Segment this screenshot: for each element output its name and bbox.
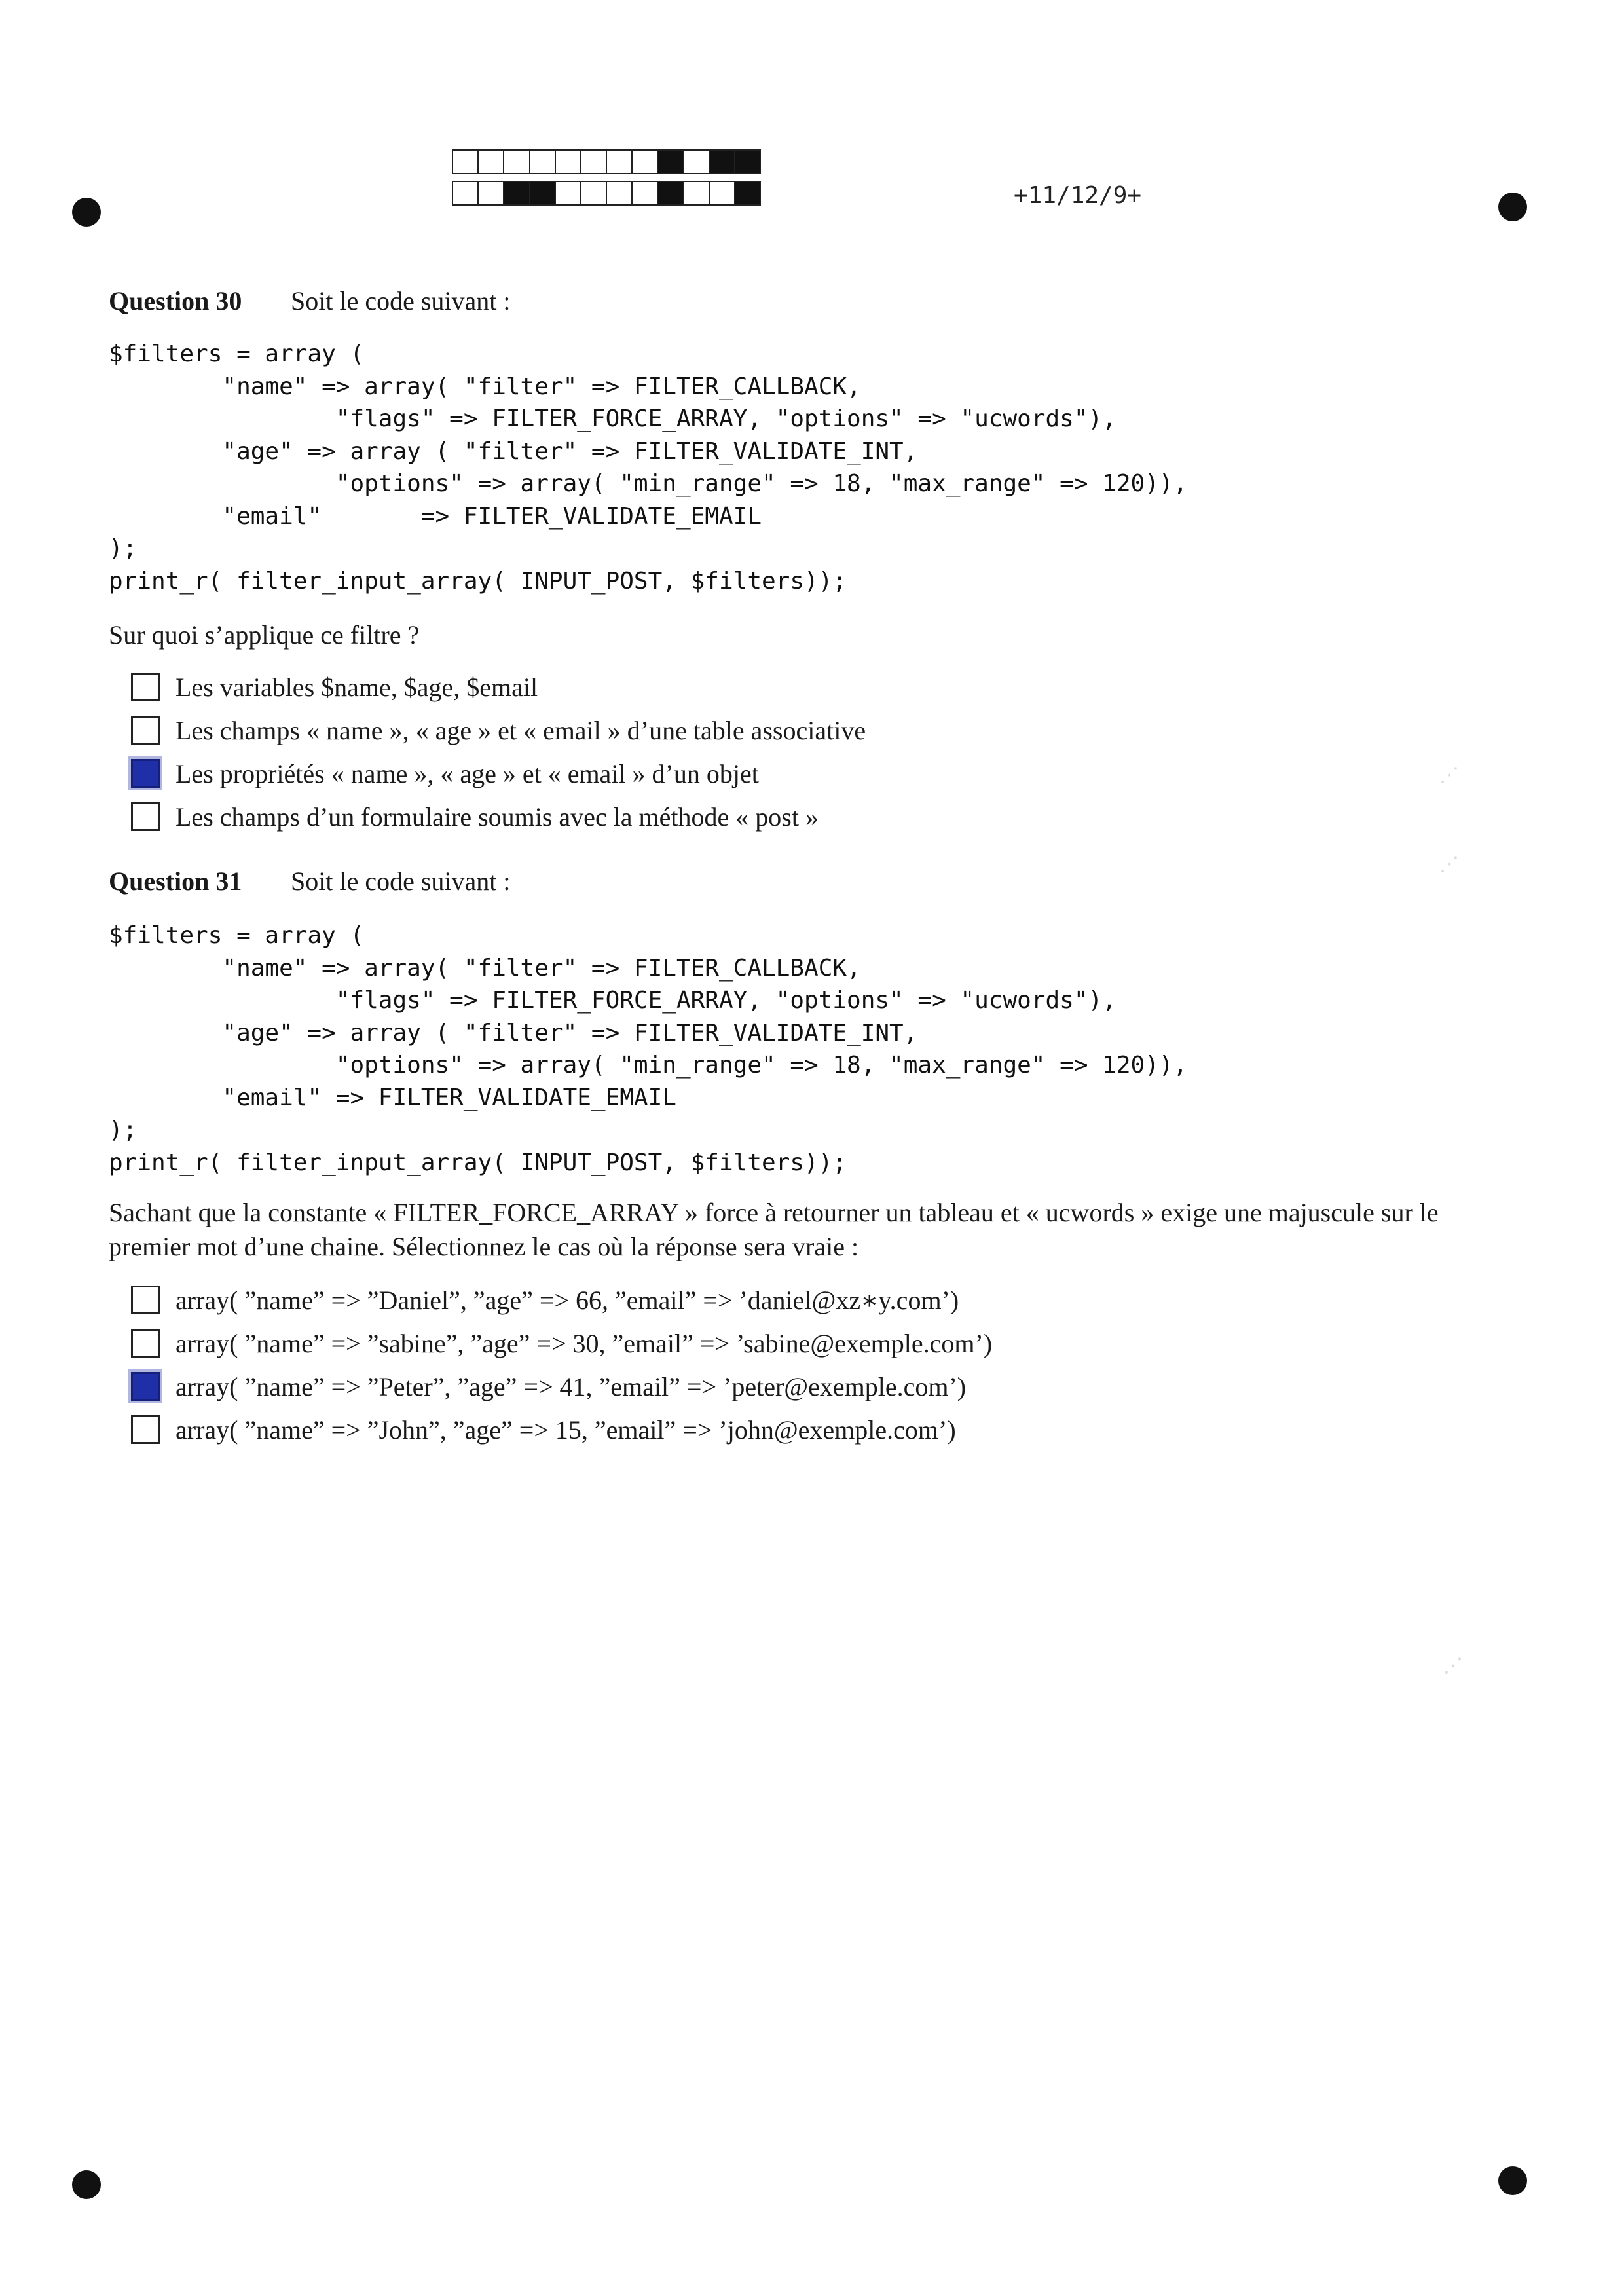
question-31-options [131, 1278, 992, 1451]
barcode-cell [556, 182, 581, 204]
question-number: Question 31 [109, 866, 242, 896]
question-30-options [131, 665, 866, 838]
option-label: array( ”name” => ”Daniel”, ”age” => 66, ”email” => ’daniel@xz∗y.com’) [175, 1285, 959, 1315]
option-label: Les variables $name, $age, $email [175, 672, 538, 702]
answer-option[interactable] [131, 1278, 992, 1322]
option-label: array( ”name” => ”John”, ”age” => 15, ”email” => ’john@exemple.com’) [175, 1415, 956, 1445]
barcode-cell [530, 151, 556, 173]
barcode-cell [710, 151, 735, 173]
barcode-cell [479, 151, 504, 173]
question-30-heading [109, 286, 511, 316]
question-number: Question 30 [109, 286, 242, 316]
answer-option[interactable] [131, 665, 866, 709]
barcode-cell [530, 182, 556, 204]
corner-mark-top-left [72, 198, 101, 227]
corner-mark-top-right [1498, 193, 1527, 221]
barcode-cell [633, 182, 658, 204]
answer-checkbox[interactable] [131, 1415, 160, 1444]
barcode-cell [710, 182, 735, 204]
option-label: array( ”name” => ”sabine”, ”age” => 30, ”email” => ’sabine@exemple.com’) [175, 1328, 993, 1358]
barcode-cell [735, 151, 760, 173]
option-label: Les champs d’un formulaire soumis avec la méthode « post » [175, 802, 819, 832]
barcode-cell [453, 182, 479, 204]
answer-checkbox[interactable] [131, 802, 160, 831]
barcode-cell [684, 182, 710, 204]
answer-checkbox[interactable] [131, 716, 160, 745]
scan-artifact: ⋰ [1439, 764, 1459, 787]
barcode-cell [658, 151, 684, 173]
answer-checkbox[interactable] [131, 1372, 160, 1401]
option-label: Les propriétés « name », « age » et « email » d’un objet [175, 758, 759, 788]
barcode-row-2 [452, 181, 761, 206]
question-31-code: $filters = array ( "name" => array( "filter" => FILTER_CALLBACK, "flags" => FILTER_FORCE_ARRAY, "options" => "ucwords"), "age" => array ( "filter" => FILTER_VALIDATE_INT, "options" => array( "min_range" => 18, "max_range" => 120)), "email" => FILTER_VALIDATE_EMAIL ); print_r( filter_input_array( INPUT_POST, $filters)); [109, 922, 1188, 1176]
answer-checkbox[interactable] [131, 759, 160, 788]
question-intro: Soit le code suivant : [291, 866, 511, 896]
answer-option[interactable] [131, 709, 866, 752]
question-intro: Soit le code suivant : [291, 286, 511, 316]
question-30-code: $filters = array ( "name" => array( "filter" => FILTER_CALLBACK, "flags" => FILTER_FORCE_ARRAY, "options" => "ucwords"), "age" => array ( "filter" => FILTER_VALIDATE_INT, "options" => array( "min_range" => 18, "max_range" => 120)), "email" => FILTER_VALIDATE_EMAIL ); print_r( filter_input_array( INPUT_POST, $filters)); [109, 341, 1188, 595]
scan-artifact: ⋰ [1443, 1654, 1463, 1677]
answer-option[interactable] [131, 1322, 992, 1365]
answer-option[interactable] [131, 795, 866, 838]
answer-checkbox[interactable] [131, 1329, 160, 1358]
question-31-heading [109, 866, 511, 897]
barcode-cell [504, 151, 530, 173]
question-30-prompt: Sur quoi s’applique ce filtre ? [109, 620, 420, 650]
question-31-prompt: Sachant que la constante « FILTER_FORCE_ARRAY » force à retourner un tableau et « ucwords » exige une majuscule sur le premier mot d’une chaine. Sélectionnez le cas où la réponse sera vraie : [109, 1198, 1439, 1261]
barcode-cell [607, 182, 633, 204]
page-id: +11/12/9+ [1014, 182, 1142, 209]
barcode-row-1 [452, 149, 761, 174]
barcode-cell [581, 151, 607, 173]
barcode-cell [735, 182, 760, 204]
option-label: Les champs « name », « age » et « email » d’une table associative [175, 715, 866, 745]
barcode-cell [581, 182, 607, 204]
answer-checkbox[interactable] [131, 1286, 160, 1314]
answer-option[interactable] [131, 1408, 992, 1451]
barcode-cell [607, 151, 633, 173]
option-label: array( ”name” => ”Peter”, ”age” => 41, ”email” => ’peter@exemple.com’) [175, 1371, 967, 1401]
barcode-cell [684, 151, 710, 173]
barcode-cell [633, 151, 658, 173]
corner-mark-bottom-left [72, 2170, 101, 2199]
answer-option[interactable] [131, 1365, 992, 1408]
corner-mark-bottom-right [1498, 2166, 1527, 2195]
barcode-cell [556, 151, 581, 173]
scan-artifact: ⋰ [1439, 853, 1459, 876]
barcode-cell [658, 182, 684, 204]
answer-option[interactable] [131, 752, 866, 795]
answer-checkbox[interactable] [131, 673, 160, 701]
barcode-cell [453, 151, 479, 173]
barcode-cell [479, 182, 504, 204]
barcode-cell [504, 182, 530, 204]
